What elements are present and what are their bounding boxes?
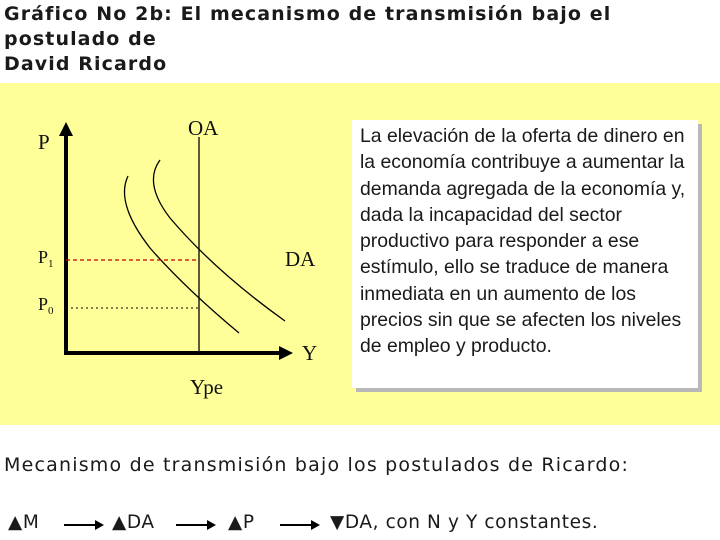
mechanism-subtitle: Mecanismo de transmisión bajo los postulados de Ricardo: bbox=[4, 454, 630, 476]
chain-arrow-icon bbox=[176, 520, 216, 530]
output-label: Ype bbox=[190, 375, 224, 399]
chain-step-price: ▲P bbox=[228, 512, 255, 533]
price-label-p1: $P_1$ bbox=[38, 247, 54, 270]
chain-arrow-icon bbox=[280, 520, 320, 530]
y-axis-arrowhead bbox=[59, 122, 73, 136]
price-label-p0: $P_0$ bbox=[38, 294, 54, 317]
demand-curve-label: DA bbox=[285, 247, 316, 271]
x-axis-arrowhead bbox=[279, 346, 293, 360]
chain-step-demand: ▲DA bbox=[112, 512, 155, 533]
x-axis-label: Y bbox=[302, 341, 318, 365]
y-axis-label: P bbox=[38, 130, 50, 154]
transmission-chain bbox=[8, 512, 708, 536]
explanation-box bbox=[352, 120, 698, 388]
slide-title: Gráfico No 2b: El mecanismo de transmisión bajo el postulado de David Ricardo bbox=[4, 3, 612, 75]
demand-curve-shifted bbox=[153, 160, 285, 321]
chain-step-money: ▲M bbox=[8, 512, 40, 533]
demand-curve-initial bbox=[124, 176, 239, 333]
chain-arrow-icon bbox=[64, 520, 104, 530]
explanation-text: La elevación de la oferta de dinero en la economía contribuye a aumentar la demanda agregada de la economía y, dada la incapacidad del sector productivo para responder a ese estímulo, ello se traduce de manera inmediata en un aumento de los precios sin que se afecten los niveles de empleo y producto. bbox=[360, 125, 686, 358]
chain-step-result: ▼DA, con N y Y constantes. bbox=[330, 512, 599, 533]
supply-curve-label: OA bbox=[188, 116, 219, 140]
